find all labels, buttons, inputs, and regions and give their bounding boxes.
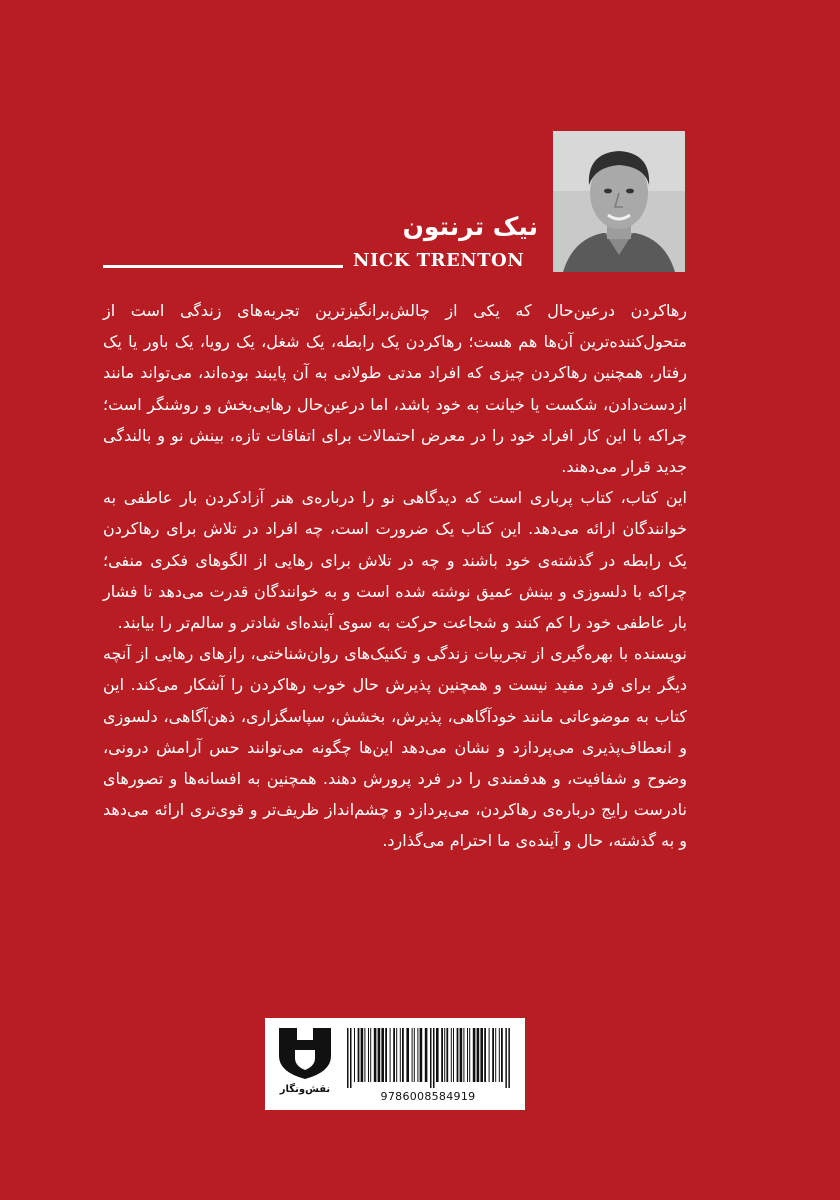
author-name-persian: نیک ترنتون [402,212,538,241]
publisher-shield-icon [275,1026,335,1080]
blurb-text [103,295,687,857]
blurb-paragraph: نویسنده با بهره‌گیری از تجربیات زندگی و تکنیک‌های روان‌شناختی، رازهای رهایی از آنچه دیگر برای فرد مفید نیست و همچنین پذیرش حال خوب رهاکردن را آشکار می‌کند. این کتاب به موضوعاتی مانند خودآگاهی، پذیرش، بخشش، سپاسگزاری، ذهن‌آگاهی، دلسوزی و انعطاف‌پذیری می‌پردازد و نشان می‌دهد این‌ها چگونه می‌توانند حس آرامش درونی، وضوح و شفافیت، و هدفمندی را در فرد پرورش دهند. همچنین به افسانه‌ها و تصورهای نادرست رایج درباره‌ی رهاکردن، می‌پردازد و چشم‌انداز ظریف‌تر و قوی‌تری ارائه می‌دهد و به گذشته، حال و آینده‌ی ما احترام می‌گذارد. [103,644,687,851]
blurb-paragraph: رهاکردن درعین‌حال که یکی از چالش‌برانگیزترین تجربه‌های زندگی است از متحول‌کننده‌ترین آن‌ها هم هست؛ رهاکردن یک رابطه، یک شغل، یک رویا، یک باور یا یک رفتار، همچنین رهاکردن چیزی که افراد مدتی طولانی به آن پایبند بوده‌اند، می‌تواند مانند ازدست‌دادن، شکست یا خیانت به خود باشد، اما درعین‌حال رهایی‌بخش و روشنگر است؛ چراکه با این کار افراد خود را در معرض احتمالات برای اتفاقات تازه، بینش نو و بالندگی جدید قرار می‌دهند. [103,301,687,477]
isbn-number: 9786008584919 [380,1090,476,1103]
publisher-name: نقش‌ونگار [279,1084,331,1095]
barcode-box [265,1018,525,1110]
author-name-english: NICK TRENTON [353,250,525,271]
author-photo [553,131,685,272]
author-divider [103,265,343,268]
blurb-paragraph: این کتاب، کتاب پرباری است که دیدگاهی نو را درباره‌ی هنر آزادکردن بار عاطفی به خوانندگان ارائه می‌دهد. این کتاب یک ضرورت است، چه افراد در تلاش برای رهاکردن یک رابطه در گذشته‌ی خود باشند و چه در تلاش برای رهایی از الگوهای فکری منفی؛ چراکه با دلسوزی و بینش عمیق نوشته شده است و به خوانندگان قدرت می‌دهد تا فشار بار عاطفی خود را کم کنند و شجاعت حرکت به سوی آینده‌ای شادتر و سالم‌تر را بیابند. [103,488,687,633]
barcode [343,1028,513,1088]
publisher-logo [275,1026,335,1102]
